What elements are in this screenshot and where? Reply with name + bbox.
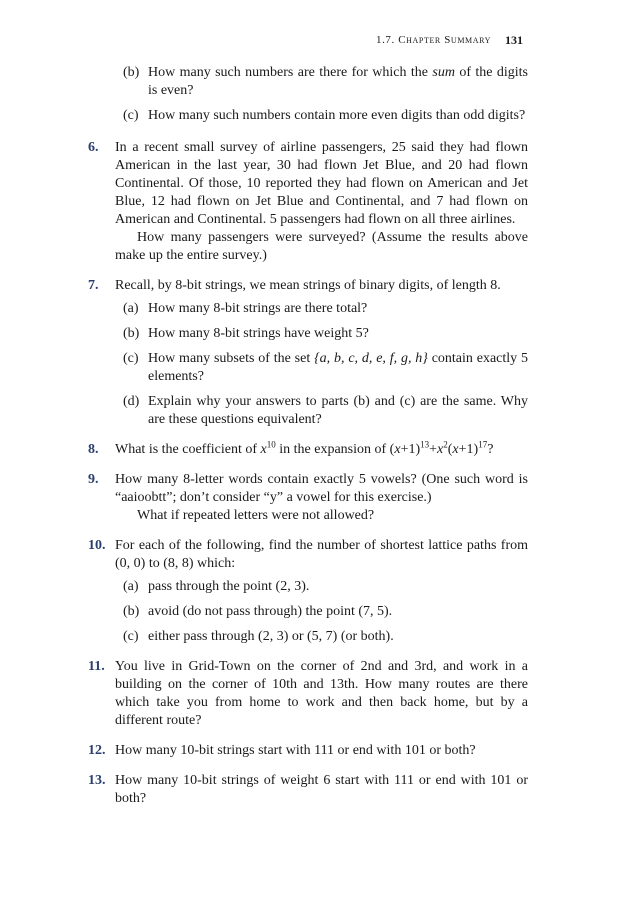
problem-text: Recall, by 8-bit strings, we mean strings of binary digits, of length 8. (115, 278, 501, 293)
list-item (123, 64, 528, 100)
problem-text: What is the coefficient of $x^{10}$ in the expansion of $(x+1)^{13}+x^2(x+1)^{17}$? (115, 439, 494, 457)
part-text: avoid (do not pass through) the point (7, 5). (148, 604, 393, 619)
page-number: 131 (505, 33, 523, 47)
part-label: (d) (123, 394, 140, 409)
part-label: (b) (123, 326, 140, 341)
part-text: How many 8-bit strings have weight 5? (148, 326, 369, 341)
problem-text: How many 8-letter words contain exactly 5 vowels? (One such word is “aaioobtt”; don’t consider “y” a vowel for this exercise.) (115, 472, 528, 505)
part-label: (a) (123, 579, 139, 594)
part-label: (c) (123, 108, 139, 123)
subparts (123, 300, 528, 429)
problem-text: For each of the following, find the number of shortest lattice paths from (0, 0) to (8, 8) which: (115, 538, 528, 571)
problem-number: 9. (88, 472, 99, 487)
problem-number: 13. (88, 773, 106, 788)
list-item (123, 603, 528, 621)
part-text: How many such numbers are there for which the sum of the digits is even? (148, 65, 528, 98)
part-label: (b) (123, 604, 140, 619)
problem-number: 6. (88, 140, 99, 155)
problem-12 (88, 742, 528, 760)
problem-11 (88, 658, 528, 730)
part-text: How many 8-bit strings are there total? (148, 301, 368, 316)
part-label: (c) (123, 351, 139, 366)
problem-text: You live in Grid-Town on the corner of 2nd and 3rd, and work in a building on the corner of 10th and 13th. How many routes are there which take you from home to work and then back home, but by a different route? (115, 659, 528, 728)
part-text: Explain why your answers to parts (b) and (c) are the same. Why are these questions equivalent? (148, 394, 528, 427)
page-content (0, 64, 630, 815)
problem-7 (88, 277, 528, 429)
problem-number: 11. (88, 659, 105, 674)
part-text: pass through the point (2, 3). (148, 579, 310, 594)
list-item (123, 393, 528, 429)
problem-9 (88, 471, 528, 525)
problem-number: 10. (88, 538, 106, 553)
part-label: (a) (123, 301, 139, 316)
list-item (123, 628, 528, 646)
problem-number: 12. (88, 743, 106, 758)
list-item (123, 300, 528, 318)
problem-13 (88, 772, 528, 808)
section-title: 1.7. Chapter Summary (375, 34, 491, 46)
problem-text: How many 10-bit strings of weight 6 start with 111 or end with 101 or both? (115, 773, 528, 806)
subparts (123, 578, 528, 646)
problem-text: How many passengers were surveyed? (Assume the results above make up the entire survey.) (115, 230, 528, 263)
part-text: How many such numbers contain more even digits than odd digits? (148, 108, 526, 123)
part-text: either pass through (2, 3) or (5, 7) (or both). (148, 629, 394, 644)
part-label: (b) (123, 65, 140, 80)
problem-text: What if repeated letters were not allowed? (137, 508, 375, 523)
running-header (0, 34, 630, 50)
problem-text: In a recent small survey of airline passengers, 25 said they had flown American in the last year, 30 had flown Jet Blue, and 20 had flown Continental. Of those, 10 reported they had flown on American and Jet Blue, 12 had flown on Jet Blue and Continental, and 7 had flown on American and Continental. 5 passengers had flown on all three airlines. (115, 140, 528, 227)
problem-6 (88, 139, 528, 265)
problem-8 (88, 439, 528, 459)
list-item (123, 578, 528, 596)
part-text: How many subsets of the set {a, b, c, d, e, f, g, h} contain exactly 5 elements? (148, 351, 528, 384)
problem-10 (88, 537, 528, 646)
problem-text: How many 10-bit strings start with 111 or end with 101 or both? (115, 743, 476, 758)
problem-number: 8. (88, 442, 99, 457)
list-item (123, 350, 528, 386)
part-label: (c) (123, 629, 139, 644)
list-item (123, 107, 528, 125)
list-item (123, 325, 528, 343)
problem-number: 7. (88, 278, 99, 293)
